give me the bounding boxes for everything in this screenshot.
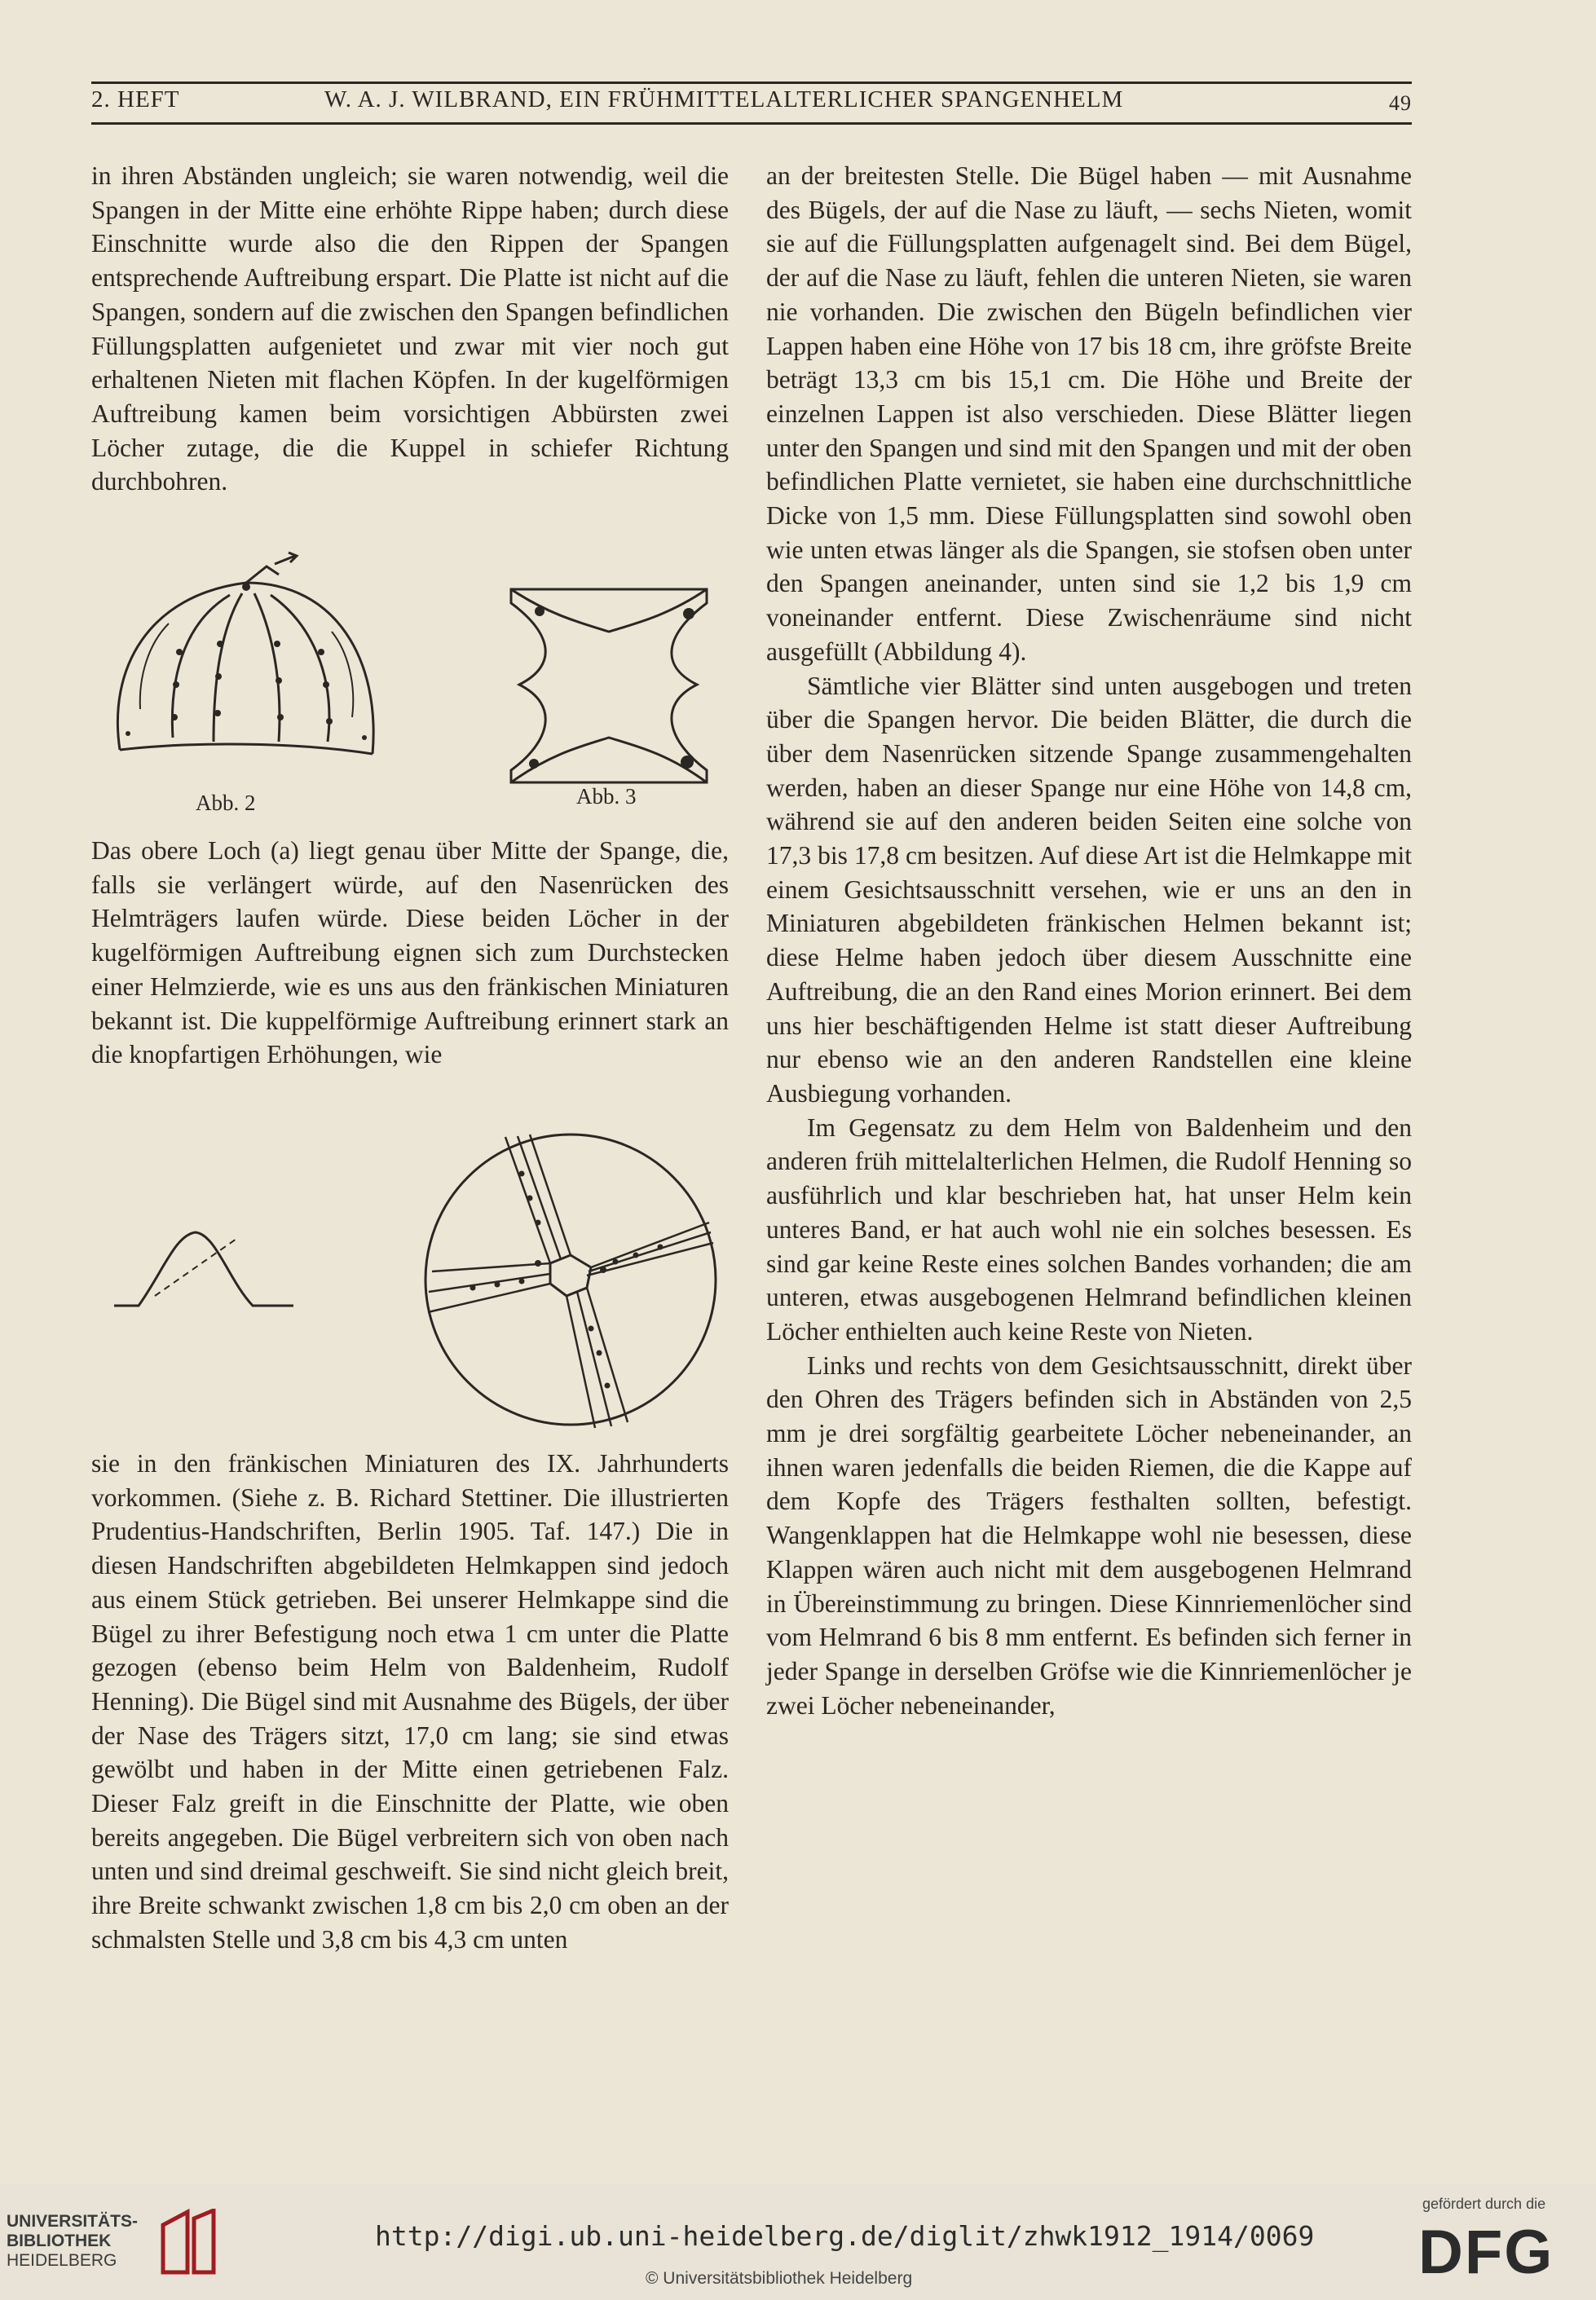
header-rule-bottom (91, 122, 1412, 125)
permalink-url[interactable]: http://digi.ub.uni-heidelberg.de/diglit/zhwk1912_1914/0069 (375, 2220, 1315, 2252)
issue-label: 2. HEFT (91, 86, 180, 112)
paragraph: sie in den fränkischen Miniaturen des IX. Jahrhunderts vorkommen. (Siehe z. B. Richard Stettiner. Die illustrierten Prudentius-Handschriften, Berlin 1905. Taf. 147.) Die in diesen Handschriften abgebildeten Helmkappen sind jedoch aus einem Stück getrieben. Bei unserer Helmkappe sind die Bügel zu ihrer Befestigung noch etwa 1 cm unter die Platte gezogen (ebenso beim Helm von Baldenheim, Rudolf Henning). Die Bügel sind mit Ausnahme des Bügels, der über der Nase des Trägers sitzt, 17,0 cm lang; sie sind etwas gewölbt und haben in der Mitte einen getriebenen Falz. Dieser Falz greift in die Einschnitte der Platte, wie oben bereits angegeben. Die Bügel verbreitern sich von oben nach unten und sind dreimal geschweift. Sie sind nicht gleich breit, ihre Breite schwankt zwischen 1,8 cm bis 2,0 cm oben an der schmalsten Stelle und 3,8 cm bis 4,3 cm unten (91, 1449, 729, 1954)
helmet-side-illustration (91, 546, 401, 782)
paragraph: Im Gegensatz zu dem Helm von Baldenheim und den anderen früh mittelalterlichen Helmen, die Rudolf Henning so ausführlich und klar beschrieben hat, hat unser Helm kein unteres Band, er hat auch wohl nie ein solches besessen. Es sind gar keine Reste eines solchen Bandes vorhanden; die am unteren, etwas ausgebogenen Helmrand befindlichen kleinen Löcher enthielten auch keine Reste von Nieten. (766, 1113, 1412, 1346)
paragraph: in ihren Abständen ungleich; sie waren notwendig, weil die Spangen in der Mitte eine erhöhte Rippe haben; durch diese Einschnitte wurde also die den Rippen der Spangen entsprechende Auftreibung erspart. Die Platte ist nicht auf die Spangen, sondern auf die zwischen den Spangen befindlichen Füllungsplatten aufgenietet und zwar mit vier noch gut erhaltenen Nieten mit flachen Köpfen. In der kugelförmigen Auftreibung kamen beim vorsichtigen Abbürsten zwei Löcher zutage, die die Kuppel in schiefer Richtung durchbohren. (91, 161, 729, 496)
cross-plate-illustration (501, 583, 713, 786)
paragraph: Sämtliche vier Blätter sind unten ausgebogen und treten über die Spangen hervor. Die beiden Blätter, die durch die über dem Nasenrücken sitzende Spange zusammengehalten werden, haben an dieser Spange nur eine Höhe von 14,8 cm, während sie auf den anderen beiden Seiten eine solche von 17,3 bis 17,8 cm besitzen. Auf diese Art ist die Helmkappe mit einem Gesichtsausschnitt versehen, wie er uns an den in Miniaturen abgebildeten fränkischen Helmen bekannt ist; diese Helme haben jedoch über diesem Ausschnitte eine Auftreibung, die an den Rand eines Morion erinnert. Bei dem uns hier beschäftigenden Helme ist statt dieser Auftreibung nur ebenso wie an den anderen Randstellen eine kleine Ausbiegung vorhanden. (766, 671, 1412, 1108)
running-header (91, 82, 1412, 117)
paragraph: Das obere Loch (a) liegt genau über Mitte der Spange, die, falls sie verlängert würde, auf den Nasenrücken des Helmträgers laufen würde. Diese beiden Löcher in der kugelförmigen Auftreibung eignen sich zum Durchstecken einer Helmzierde, wie es uns aus den fränkischen Miniaturen bekannt ist. Die kuppelförmige Auftreibung erinnert stark an die knopfartigen Erhöhungen, wie (91, 836, 729, 1069)
figure-caption-abb3: Abb. 3 (576, 784, 637, 809)
library-logo-text: UNIVERSITÄTS- BIBLIOTHEK HEIDELBERG (7, 2212, 139, 2270)
left-column-part-1 (91, 159, 729, 499)
page-number: 49 (1389, 91, 1412, 115)
copyright-notice: © Universitätsbibliothek Heidelberg (646, 2269, 913, 2288)
funding-label: gefördert durch die (1422, 2196, 1546, 2212)
helmet-top-view-illustration (416, 1125, 725, 1434)
dfg-logo: DFG (1418, 2218, 1554, 2287)
paragraph: an der breitesten Stelle. Die Bügel haben — mit Ausnahme des Bügels, der auf die Nase zu läuft, — sechs Nieten, womit sie auf die Füllungsplatten aufgenagelt sind. Bei dem Bügel, der auf die Nase zu läuft, fehlen die unteren Nieten, sie waren nie vorhanden. Die zwischen den Bügeln befindlichen vier Lappen haben eine Höhe von 17 bis 18 cm, ihre gröfste Breite beträgt 13,3 cm bis 15,1 cm. Die Höhe und Breite der einzelnen Lappen ist also verschieden. Diese Blätter liegen unter den Spangen und sind mit den Spangen und mit der oben befindlichen Platte vernietet, sie haben eine durchschnittliche Dicke von 1,5 mm. Diese Füllungsplatten sind sowohl oben wie unten etwas länger als die Spangen, sie stofsen oben unter den Spangen aneinander, unten sind sie 1,2 bis 1,9 cm voneinander entfernt. Diese Zwischenräume sind nicht ausgefüllt (Abbildung 4). (766, 161, 1412, 666)
figure-caption-abb2: Abb. 2 (196, 791, 256, 815)
right-column (766, 159, 1412, 1722)
left-column-part-2 (91, 834, 729, 1072)
helmet-profile-illustration (106, 1182, 310, 1312)
digitization-footer (0, 2184, 1596, 2300)
article-title: W. A. J. WILBRAND, EIN FRÜHMITTELALTERLICHER SPANGENHELM (324, 86, 1124, 112)
library-logo-icon (155, 2209, 220, 2276)
paragraph: Links und rechts von dem Gesichtsausschnitt, direkt über den Ohren des Trägers befinden sich in Abständen von 2,5 mm je drei sorgfältig gearbeitete Löcher nebeneinander, an ihnen waren jedenfalls die beiden Riemen, die die Kappe auf dem Kopfe des Trägers festhalten sollten, befestigt. Wangenklappen hat die Helmkappe wohl nie besessen, diese Klappen wären auch nicht mit dem ausgebogenen Helmrand in Übereinstimmung zu bringen. Diese Kinnriemenlöcher sind vom Helmrand 6 bis 8 mm entfernt. Es befinden sich ferner in jeder Spange in derselben Gröfse wie die Kinnriemenlöcher je zwei Löcher nebeneinander, (766, 1350, 1412, 1720)
left-column-part-3 (91, 1447, 729, 1957)
